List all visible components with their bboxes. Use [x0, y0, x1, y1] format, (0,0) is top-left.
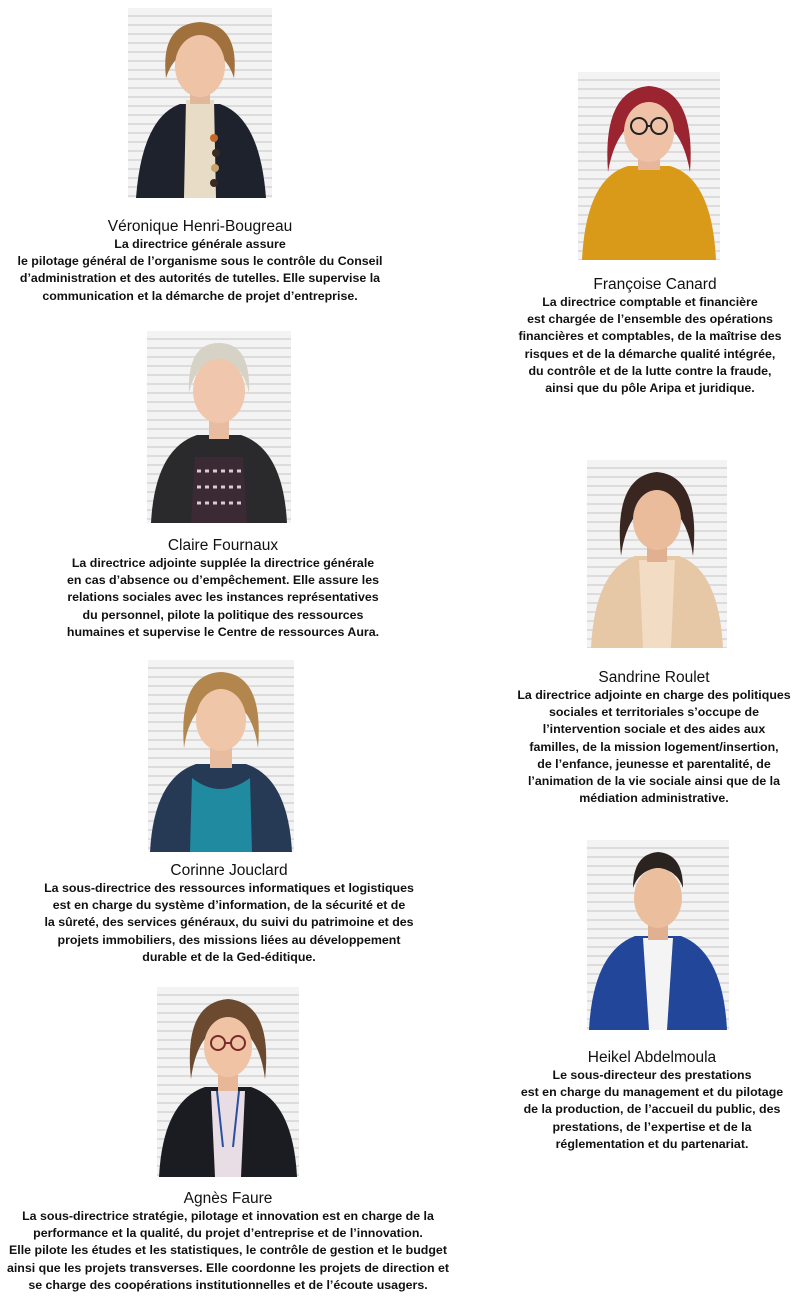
- description-line: est chargée de l’ensemble des opérations: [527, 312, 773, 327]
- description-line: d’administration et des autorités de tutelles. Elle supervise la: [19, 271, 381, 286]
- description-line: financières et comptables, de la maîtrise des: [518, 329, 782, 344]
- photo-veronique-henri-bougreau: [128, 8, 272, 198]
- person-name: Corinne Jouclard: [170, 862, 288, 879]
- person-description: [502, 1067, 800, 1153]
- description-line: ainsi que du pôle Aripa et juridique.: [545, 381, 755, 396]
- description-line: du personnel, pilote la politique des ressources: [82, 607, 364, 622]
- description-line: de la production, de l’accueil du public, des: [523, 1102, 781, 1117]
- person-description: [500, 294, 800, 397]
- person-name: Agnès Faure: [183, 1190, 273, 1207]
- photo-agnes-faure: [157, 987, 299, 1177]
- portrait-figure: [148, 660, 294, 852]
- description-line: se charge des coopérations institutionnelles et de l’écoute usagers.: [28, 1277, 428, 1292]
- description-line: médiation administrative.: [579, 791, 729, 806]
- description-line: risques et de la démarche qualité intégrée,: [524, 346, 776, 361]
- photo-heikel-abdelmoula: [587, 840, 729, 1030]
- portrait-figure: [157, 987, 299, 1177]
- person-name: Sandrine Roulet: [598, 669, 710, 686]
- description-line: durable et de la Ged-éditique.: [142, 949, 316, 964]
- description-line: l’animation de la vie sociale ainsi que de la: [527, 774, 781, 789]
- description-line: de l’enfance, jeunesse et parentalité, de: [537, 756, 771, 771]
- description-line: du contrôle et de la lutte contre la fraude,: [528, 363, 772, 378]
- person-name: Claire Fournaux: [167, 537, 279, 554]
- description-line: La directrice adjointe supplée la directrice générale: [71, 556, 375, 570]
- description-line: l’intervention sociale et des aides aux: [542, 722, 766, 737]
- portrait-figure: [128, 8, 272, 198]
- person-name: Véronique Henri-Bougreau: [107, 218, 293, 235]
- description-line: Le sous-directeur des prestations: [552, 1068, 752, 1082]
- description-line: La sous-directrice des ressources informatiques et logistiques: [44, 881, 414, 895]
- photo-sandrine-roulet: [587, 460, 727, 648]
- description-line: en cas d’absence ou d’empêchement. Elle assure les: [67, 573, 379, 588]
- description-line: projets immobiliers, des missions liées au développement: [57, 932, 401, 947]
- description-line: humaines et supervise le Centre de ressources Aura.: [66, 624, 380, 639]
- person-name: Françoise Canard: [593, 276, 717, 293]
- description-line: sociales et territoriales s’occupe de: [548, 705, 760, 720]
- description-line: le pilotage général de l’organisme sous le contrôle du Conseil: [17, 254, 383, 269]
- person-description: [0, 236, 400, 305]
- description-line: performance et la qualité, du projet d’entreprise et de l’innovation.: [33, 1226, 423, 1241]
- portrait-figure: [147, 331, 291, 523]
- person-description: [3, 1208, 453, 1294]
- description-line: la sûreté, des services généraux, du suivi du patrimoine et des: [44, 915, 414, 930]
- description-line: La directrice adjointe en charge des politiques: [517, 688, 791, 702]
- photo-corinne-jouclard: [148, 660, 294, 852]
- description-line: est en charge du management et du pilotage: [520, 1085, 784, 1100]
- description-line: La directrice comptable et financière: [542, 295, 758, 309]
- description-line: La directrice générale assure: [114, 237, 286, 251]
- description-line: Elle pilote les études et les statistiques, le contrôle de gestion et le budget: [9, 1243, 447, 1258]
- person-description: [504, 687, 800, 807]
- portrait-figure: [587, 840, 729, 1030]
- photo-claire-fournaux: [147, 331, 291, 523]
- person-name: Heikel Abdelmoula: [587, 1049, 717, 1066]
- description-line: ainsi que les projets transverses. Elle coordonne les projets de direction et: [6, 1260, 450, 1275]
- description-line: réglementation et du partenariat.: [555, 1136, 749, 1151]
- person-description: [4, 880, 454, 966]
- portrait-figure: [578, 72, 720, 260]
- description-line: familles, de la mission logement/insertion,: [529, 739, 779, 754]
- description-line: La sous-directrice stratégie, pilotage et innovation est en charge de la: [22, 1209, 434, 1223]
- description-line: communication et la démarche de projet d’entreprise.: [42, 288, 358, 303]
- description-line: prestations, de l’expertise et de la: [552, 1119, 752, 1134]
- photo-francoise-canard: [578, 72, 720, 260]
- description-line: relations sociales avec les instances représentatives: [67, 590, 379, 605]
- person-description: [23, 555, 423, 641]
- description-line: est en charge du système d’information, de la sécurité et de: [52, 898, 406, 913]
- portrait-figure: [587, 460, 727, 648]
